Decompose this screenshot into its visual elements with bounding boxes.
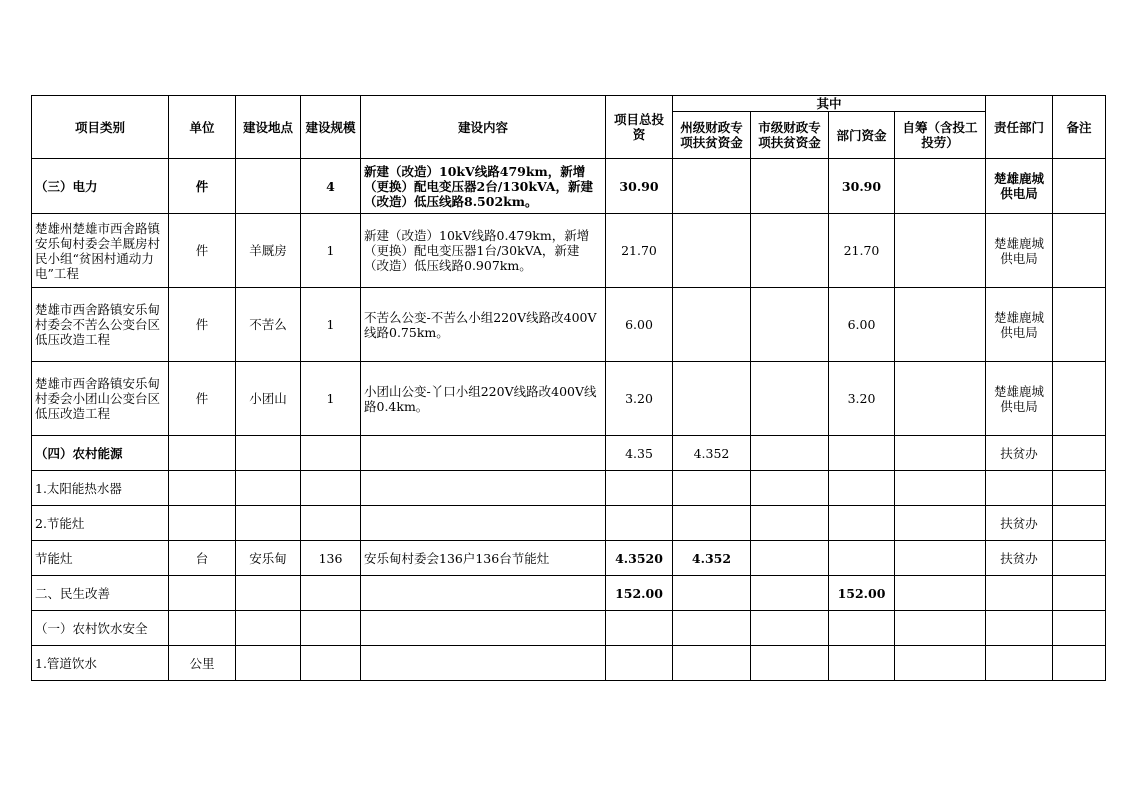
cell-municipal (751, 506, 829, 541)
cell-department (829, 471, 895, 506)
header-total: 项目总投资 (606, 96, 673, 159)
cell-scale (301, 471, 361, 506)
cell-department: 152.00 (829, 576, 895, 611)
cell-category: （一）农村饮水安全 (32, 611, 169, 646)
cell-municipal (751, 436, 829, 471)
cell-remarks (1053, 159, 1106, 214)
cell-location: 小团山 (236, 362, 301, 436)
table-row (32, 471, 1106, 506)
cell-category: （三）电力 (32, 159, 169, 214)
cell-total (606, 471, 673, 506)
cell-self-raised (895, 159, 986, 214)
header-location: 建设地点 (236, 96, 301, 159)
cell-prefectural: 4.352 (673, 541, 751, 576)
table-row (32, 436, 1106, 471)
cell-self-raised (895, 611, 986, 646)
table-row (32, 541, 1106, 576)
cell-self-raised (895, 646, 986, 681)
cell-unit: 件 (169, 288, 236, 362)
cell-prefectural (673, 288, 751, 362)
cell-category: 楚雄市西舍路镇安乐甸村委会小团山公变台区低压改造工程 (32, 362, 169, 436)
header-category: 项目类别 (32, 96, 169, 159)
cell-remarks (1053, 436, 1106, 471)
cell-scale: 136 (301, 541, 361, 576)
cell-content: 新建（改造）10kV线路479km，新增（更换）配电变压器2台/130kVA，新建（改造）低压线路8.502km。 (361, 159, 606, 214)
cell-prefectural (673, 471, 751, 506)
cell-prefectural: 4.352 (673, 436, 751, 471)
cell-self-raised (895, 506, 986, 541)
cell-scale (301, 436, 361, 471)
cell-scale (301, 611, 361, 646)
cell-responsible: 扶贫办 (986, 436, 1053, 471)
cell-unit: 公里 (169, 646, 236, 681)
cell-remarks (1053, 288, 1106, 362)
cell-department (829, 436, 895, 471)
cell-scale: 1 (301, 362, 361, 436)
cell-responsible: 楚雄鹿城供电局 (986, 288, 1053, 362)
cell-scale: 1 (301, 214, 361, 288)
cell-scale (301, 576, 361, 611)
cell-content (361, 576, 606, 611)
cell-prefectural (673, 214, 751, 288)
cell-location (236, 436, 301, 471)
cell-prefectural (673, 611, 751, 646)
cell-location (236, 611, 301, 646)
cell-content (361, 471, 606, 506)
cell-municipal (751, 214, 829, 288)
table-row (32, 362, 1106, 436)
cell-location (236, 506, 301, 541)
cell-scale: 4 (301, 159, 361, 214)
table-row (32, 611, 1106, 646)
cell-responsible (986, 611, 1053, 646)
table-row (32, 506, 1106, 541)
table-row (32, 214, 1106, 288)
cell-municipal (751, 362, 829, 436)
cell-unit (169, 611, 236, 646)
cell-category: 楚雄州楚雄市西舍路镇安乐甸村委会羊厩房村民小组“贫困村通动力电”工程 (32, 214, 169, 288)
header-scale: 建设规模 (301, 96, 361, 159)
cell-remarks (1053, 576, 1106, 611)
cell-self-raised (895, 362, 986, 436)
cell-remarks (1053, 471, 1106, 506)
cell-scale: 1 (301, 288, 361, 362)
cell-remarks (1053, 611, 1106, 646)
cell-content (361, 611, 606, 646)
cell-category: 楚雄市西舍路镇安乐甸村委会不苦么公变台区低压改造工程 (32, 288, 169, 362)
cell-department: 21.70 (829, 214, 895, 288)
cell-prefectural (673, 159, 751, 214)
cell-self-raised (895, 214, 986, 288)
cell-department (829, 506, 895, 541)
cell-prefectural (673, 506, 751, 541)
table-row (32, 288, 1106, 362)
cell-unit: 台 (169, 541, 236, 576)
cell-responsible (986, 471, 1053, 506)
cell-unit (169, 576, 236, 611)
project-table (31, 95, 1106, 681)
cell-department: 6.00 (829, 288, 895, 362)
cell-total (606, 646, 673, 681)
cell-remarks (1053, 506, 1106, 541)
cell-scale (301, 646, 361, 681)
cell-municipal (751, 541, 829, 576)
cell-content (361, 506, 606, 541)
cell-unit (169, 471, 236, 506)
cell-unit: 件 (169, 159, 236, 214)
cell-content: 不苦么公变-不苦么小组220V线路改400V线路0.75km。 (361, 288, 606, 362)
cell-self-raised (895, 541, 986, 576)
cell-remarks (1053, 541, 1106, 576)
header-row-1 (32, 96, 1106, 112)
cell-department (829, 646, 895, 681)
cell-municipal (751, 576, 829, 611)
cell-location: 不苦么 (236, 288, 301, 362)
cell-content: 小团山公变-丫口小组220V线路改400V线路0.4km。 (361, 362, 606, 436)
cell-total: 30.90 (606, 159, 673, 214)
cell-location (236, 576, 301, 611)
cell-total (606, 506, 673, 541)
cell-responsible: 扶贫办 (986, 541, 1053, 576)
cell-self-raised (895, 576, 986, 611)
table-row (32, 576, 1106, 611)
cell-prefectural (673, 362, 751, 436)
cell-responsible: 楚雄鹿城供电局 (986, 362, 1053, 436)
header-responsible: 责任部门 (986, 96, 1053, 159)
cell-remarks (1053, 362, 1106, 436)
cell-municipal (751, 288, 829, 362)
cell-total: 4.3520 (606, 541, 673, 576)
cell-content (361, 646, 606, 681)
header-prefectural: 州级财政专项扶贫资金 (673, 112, 751, 159)
header-of-which: 其中 (673, 96, 986, 112)
cell-total: 3.20 (606, 362, 673, 436)
cell-unit (169, 506, 236, 541)
cell-category: 节能灶 (32, 541, 169, 576)
cell-unit: 件 (169, 214, 236, 288)
table-row (32, 159, 1106, 214)
cell-department (829, 611, 895, 646)
cell-content: 安乐甸村委会136户136台节能灶 (361, 541, 606, 576)
cell-municipal (751, 646, 829, 681)
cell-self-raised (895, 288, 986, 362)
cell-content (361, 436, 606, 471)
cell-unit (169, 436, 236, 471)
table-row (32, 646, 1106, 681)
cell-responsible (986, 646, 1053, 681)
cell-municipal (751, 611, 829, 646)
cell-responsible (986, 576, 1053, 611)
header-remarks: 备注 (1053, 96, 1106, 159)
cell-category: 2.节能灶 (32, 506, 169, 541)
cell-total: 21.70 (606, 214, 673, 288)
cell-self-raised (895, 436, 986, 471)
cell-location (236, 646, 301, 681)
cell-remarks (1053, 214, 1106, 288)
cell-responsible: 楚雄鹿城供电局 (986, 159, 1053, 214)
cell-responsible: 扶贫办 (986, 506, 1053, 541)
cell-responsible: 楚雄鹿城供电局 (986, 214, 1053, 288)
cell-category: 1.太阳能热水器 (32, 471, 169, 506)
cell-category: （四）农村能源 (32, 436, 169, 471)
header-unit: 单位 (169, 96, 236, 159)
cell-total: 4.35 (606, 436, 673, 471)
cell-unit: 件 (169, 362, 236, 436)
cell-department: 3.20 (829, 362, 895, 436)
cell-department: 30.90 (829, 159, 895, 214)
cell-prefectural (673, 646, 751, 681)
cell-municipal (751, 159, 829, 214)
header-content: 建设内容 (361, 96, 606, 159)
cell-location: 安乐甸 (236, 541, 301, 576)
cell-location (236, 471, 301, 506)
header-department: 部门资金 (829, 112, 895, 159)
header-municipal: 市级财政专项扶贫资金 (751, 112, 829, 159)
cell-content: 新建（改造）10kV线路0.479km，新增（更换）配电变压器1台/30kVA，新建（改造）低压线路0.907km。 (361, 214, 606, 288)
cell-total: 6.00 (606, 288, 673, 362)
cell-prefectural (673, 576, 751, 611)
cell-total: 152.00 (606, 576, 673, 611)
cell-category: 1.管道饮水 (32, 646, 169, 681)
cell-municipal (751, 471, 829, 506)
cell-category: 二、民生改善 (32, 576, 169, 611)
cell-location: 羊厩房 (236, 214, 301, 288)
cell-department (829, 541, 895, 576)
cell-remarks (1053, 646, 1106, 681)
header-self-raised: 自筹（含投工投劳） (895, 112, 986, 159)
cell-self-raised (895, 471, 986, 506)
cell-scale (301, 506, 361, 541)
cell-location (236, 159, 301, 214)
cell-total (606, 611, 673, 646)
